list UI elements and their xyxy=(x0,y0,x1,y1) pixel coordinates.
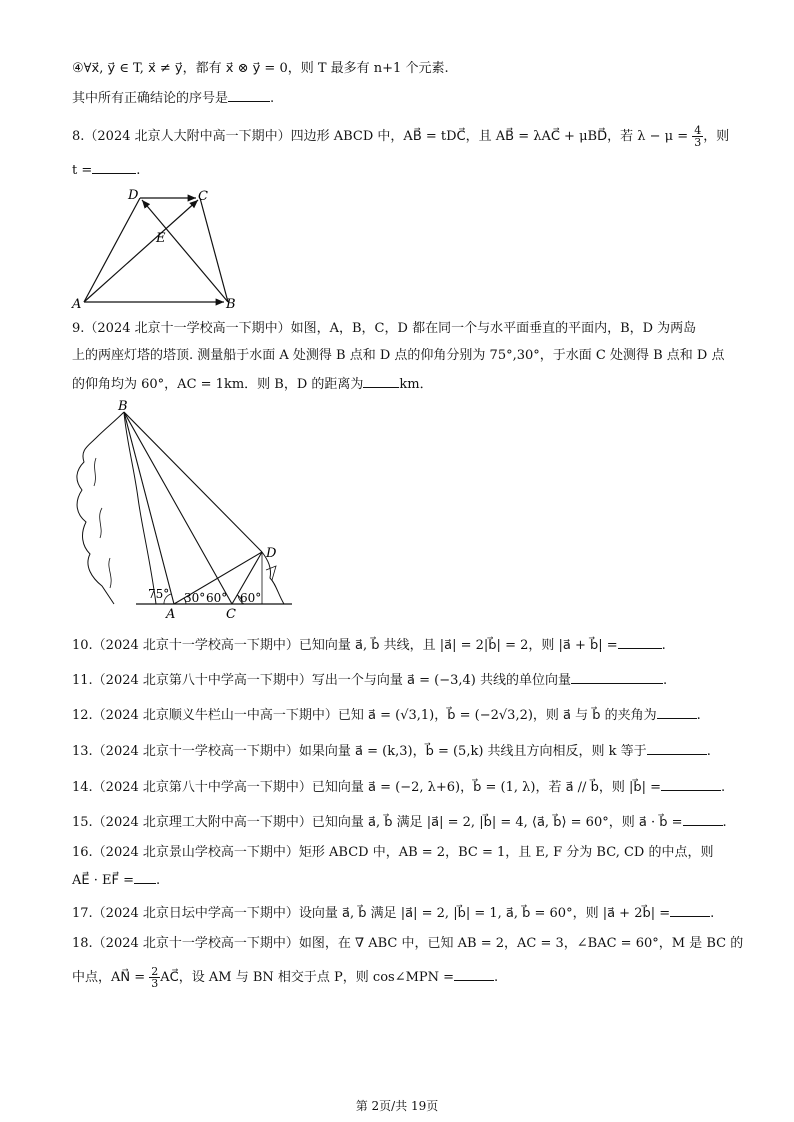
q15-text: 15.（2024 北京理工大附中高一下期中）已知向量 a⃗, b⃗ 满足 |a⃗| = 2, |b⃗| = 4, ⟨a⃗, b⃗⟩ = 60°，则 a⃗ · b⃗ = . xyxy=(72,812,727,832)
q13-text: 13.（2024 北京十一学校高一下期中）如果向量 a⃗ = (k,3)，b⃗ = (5,k) 共线且方向相反，则 k 等于 . xyxy=(72,741,711,761)
q12-text: 12.（2024 北京顺义牛栏山一中高一下期中）已知 a⃗ = (√3,1)，b⃗ = (−2√3,2)，则 a⃗ 与 b⃗ 的夹角为 . xyxy=(72,705,701,725)
angle-60-left: 60° xyxy=(206,591,228,605)
answer-blank[interactable] xyxy=(363,374,399,388)
q17-text: 17.（2024 北京日坛中学高一下期中）设向量 a⃗, b⃗ 满足 |a⃗| = 2, |b⃗| = 1, a⃗, b⃗ = 60°，则 |a⃗ + 2b⃗| = . xyxy=(72,903,714,923)
label-c: C xyxy=(198,189,208,204)
line-cb xyxy=(124,412,232,604)
q18-text-2: 中点，AN⃗ = $\frac{2}{3}$ AC⃗，设 AM 与 BN 相交于点 P，则 cos∠MPN = . xyxy=(72,965,499,990)
answer-blank[interactable] xyxy=(657,705,697,719)
q8-text: 8.（2024 北京人大附中高一下期中）四边形 ABCD 中，AB⃗ = tDC⃗，且 AB⃗ = λAC⃗ + μBD⃗，若 λ − μ = $\frac{4}{3}$ ，则 xyxy=(72,124,730,149)
q16-text-1: 16.（2024 北京景山学校高一下期中）矩形 ABCD 中，AB = 2，BC = 1，且 E, F 分为 BC, CD 的中点，则 xyxy=(72,845,714,860)
label-d: D xyxy=(266,546,277,561)
answer-blank[interactable] xyxy=(92,160,136,174)
vector-bd xyxy=(142,200,228,302)
q10-text: 10.（2024 北京十一学校高一下期中）已知向量 a⃗, b⃗ 共线，且 |a⃗| = 2|b⃗| = 2，则 |a⃗ + b⃗| = . xyxy=(72,635,666,655)
angle-75: 75° xyxy=(148,587,170,601)
q9-text-1: 9.（2024 北京十一学校高一下期中）如图，A，B，C，D 都在同一个与水平面垂直的平面内，B，D 为两岛 xyxy=(72,321,697,336)
segment-ad xyxy=(84,198,140,302)
answer-blank[interactable] xyxy=(571,670,663,684)
answer-blank[interactable] xyxy=(454,967,494,981)
angle-60-right: 60° xyxy=(240,591,262,605)
answer-blank[interactable] xyxy=(670,903,710,917)
q18-fraction: $\frac{2}{3}$ xyxy=(151,965,159,990)
cliff-outline-left xyxy=(77,412,124,604)
q7-statement-4: ④∀x⃗, y⃗ ∈ T, x⃗ ≠ y⃗，都有 x⃗ ⊗ y⃗ = 0，则 T 最多有 n+1 个元素. xyxy=(72,61,449,76)
q9-text-3: 的仰角均为 60°，AC = 1km．则 B，D 的距离为 km． xyxy=(72,374,433,394)
segment-bc xyxy=(200,198,228,302)
line-bd xyxy=(124,412,262,552)
label-b: B xyxy=(118,399,128,414)
angle-30: 30° xyxy=(184,591,206,605)
vector-ac xyxy=(84,200,198,302)
q9-figure xyxy=(66,398,296,624)
answer-blank[interactable] xyxy=(661,777,721,791)
answer-blank[interactable] xyxy=(647,741,707,755)
label-d: D xyxy=(128,188,139,203)
label-a: A xyxy=(72,297,82,312)
answer-blank[interactable] xyxy=(683,812,723,826)
line-ab xyxy=(124,412,174,604)
page-footer: 第 2页/共 19页 xyxy=(355,1099,439,1113)
label-c: C xyxy=(226,607,236,622)
cliff-hatching xyxy=(94,458,111,588)
q8-figure xyxy=(68,182,248,312)
q14-text: 14.（2024 北京第八十中学高一下期中）已知向量 a⃗ = (−2, λ+6)，b⃗ = (1, λ)，若 a⃗ // b⃗，则 |b⃗| = . xyxy=(72,777,725,797)
answer-blank[interactable] xyxy=(134,870,156,884)
q8-answer: t = . xyxy=(72,160,140,180)
q16-text-2: AE⃗ · EF⃗ = . xyxy=(72,870,160,890)
q8-fraction: $\frac{4}{3}$ xyxy=(694,124,702,149)
label-a: A xyxy=(166,607,176,622)
q18-text-1: 18.（2024 北京十一学校高一下期中）如图，在 ∇ ABC 中，已知 AB = 2，AC = 3，∠BAC = 60°，M 是 BC 的 xyxy=(72,936,744,951)
q9-text-2: 上的两座灯塔的塔顶. 测量船于水面 A 处测得 B 点和 D 点的仰角分别为 75°,30°，于水面 C 处测得 B 点和 D 点 xyxy=(72,348,725,363)
answer-blank[interactable] xyxy=(228,88,270,102)
q11-text: 11.（2024 北京第八十中学高一下期中）写出一个与向量 a⃗ = (−3,4) 共线的单位向量 . xyxy=(72,670,667,690)
label-e: E xyxy=(156,231,166,246)
answer-blank[interactable] xyxy=(618,635,662,649)
label-b: B xyxy=(226,297,236,312)
q7-answer-prompt: 其中所有正确结论的序号是 . xyxy=(72,88,274,108)
island-hatching xyxy=(266,566,276,580)
